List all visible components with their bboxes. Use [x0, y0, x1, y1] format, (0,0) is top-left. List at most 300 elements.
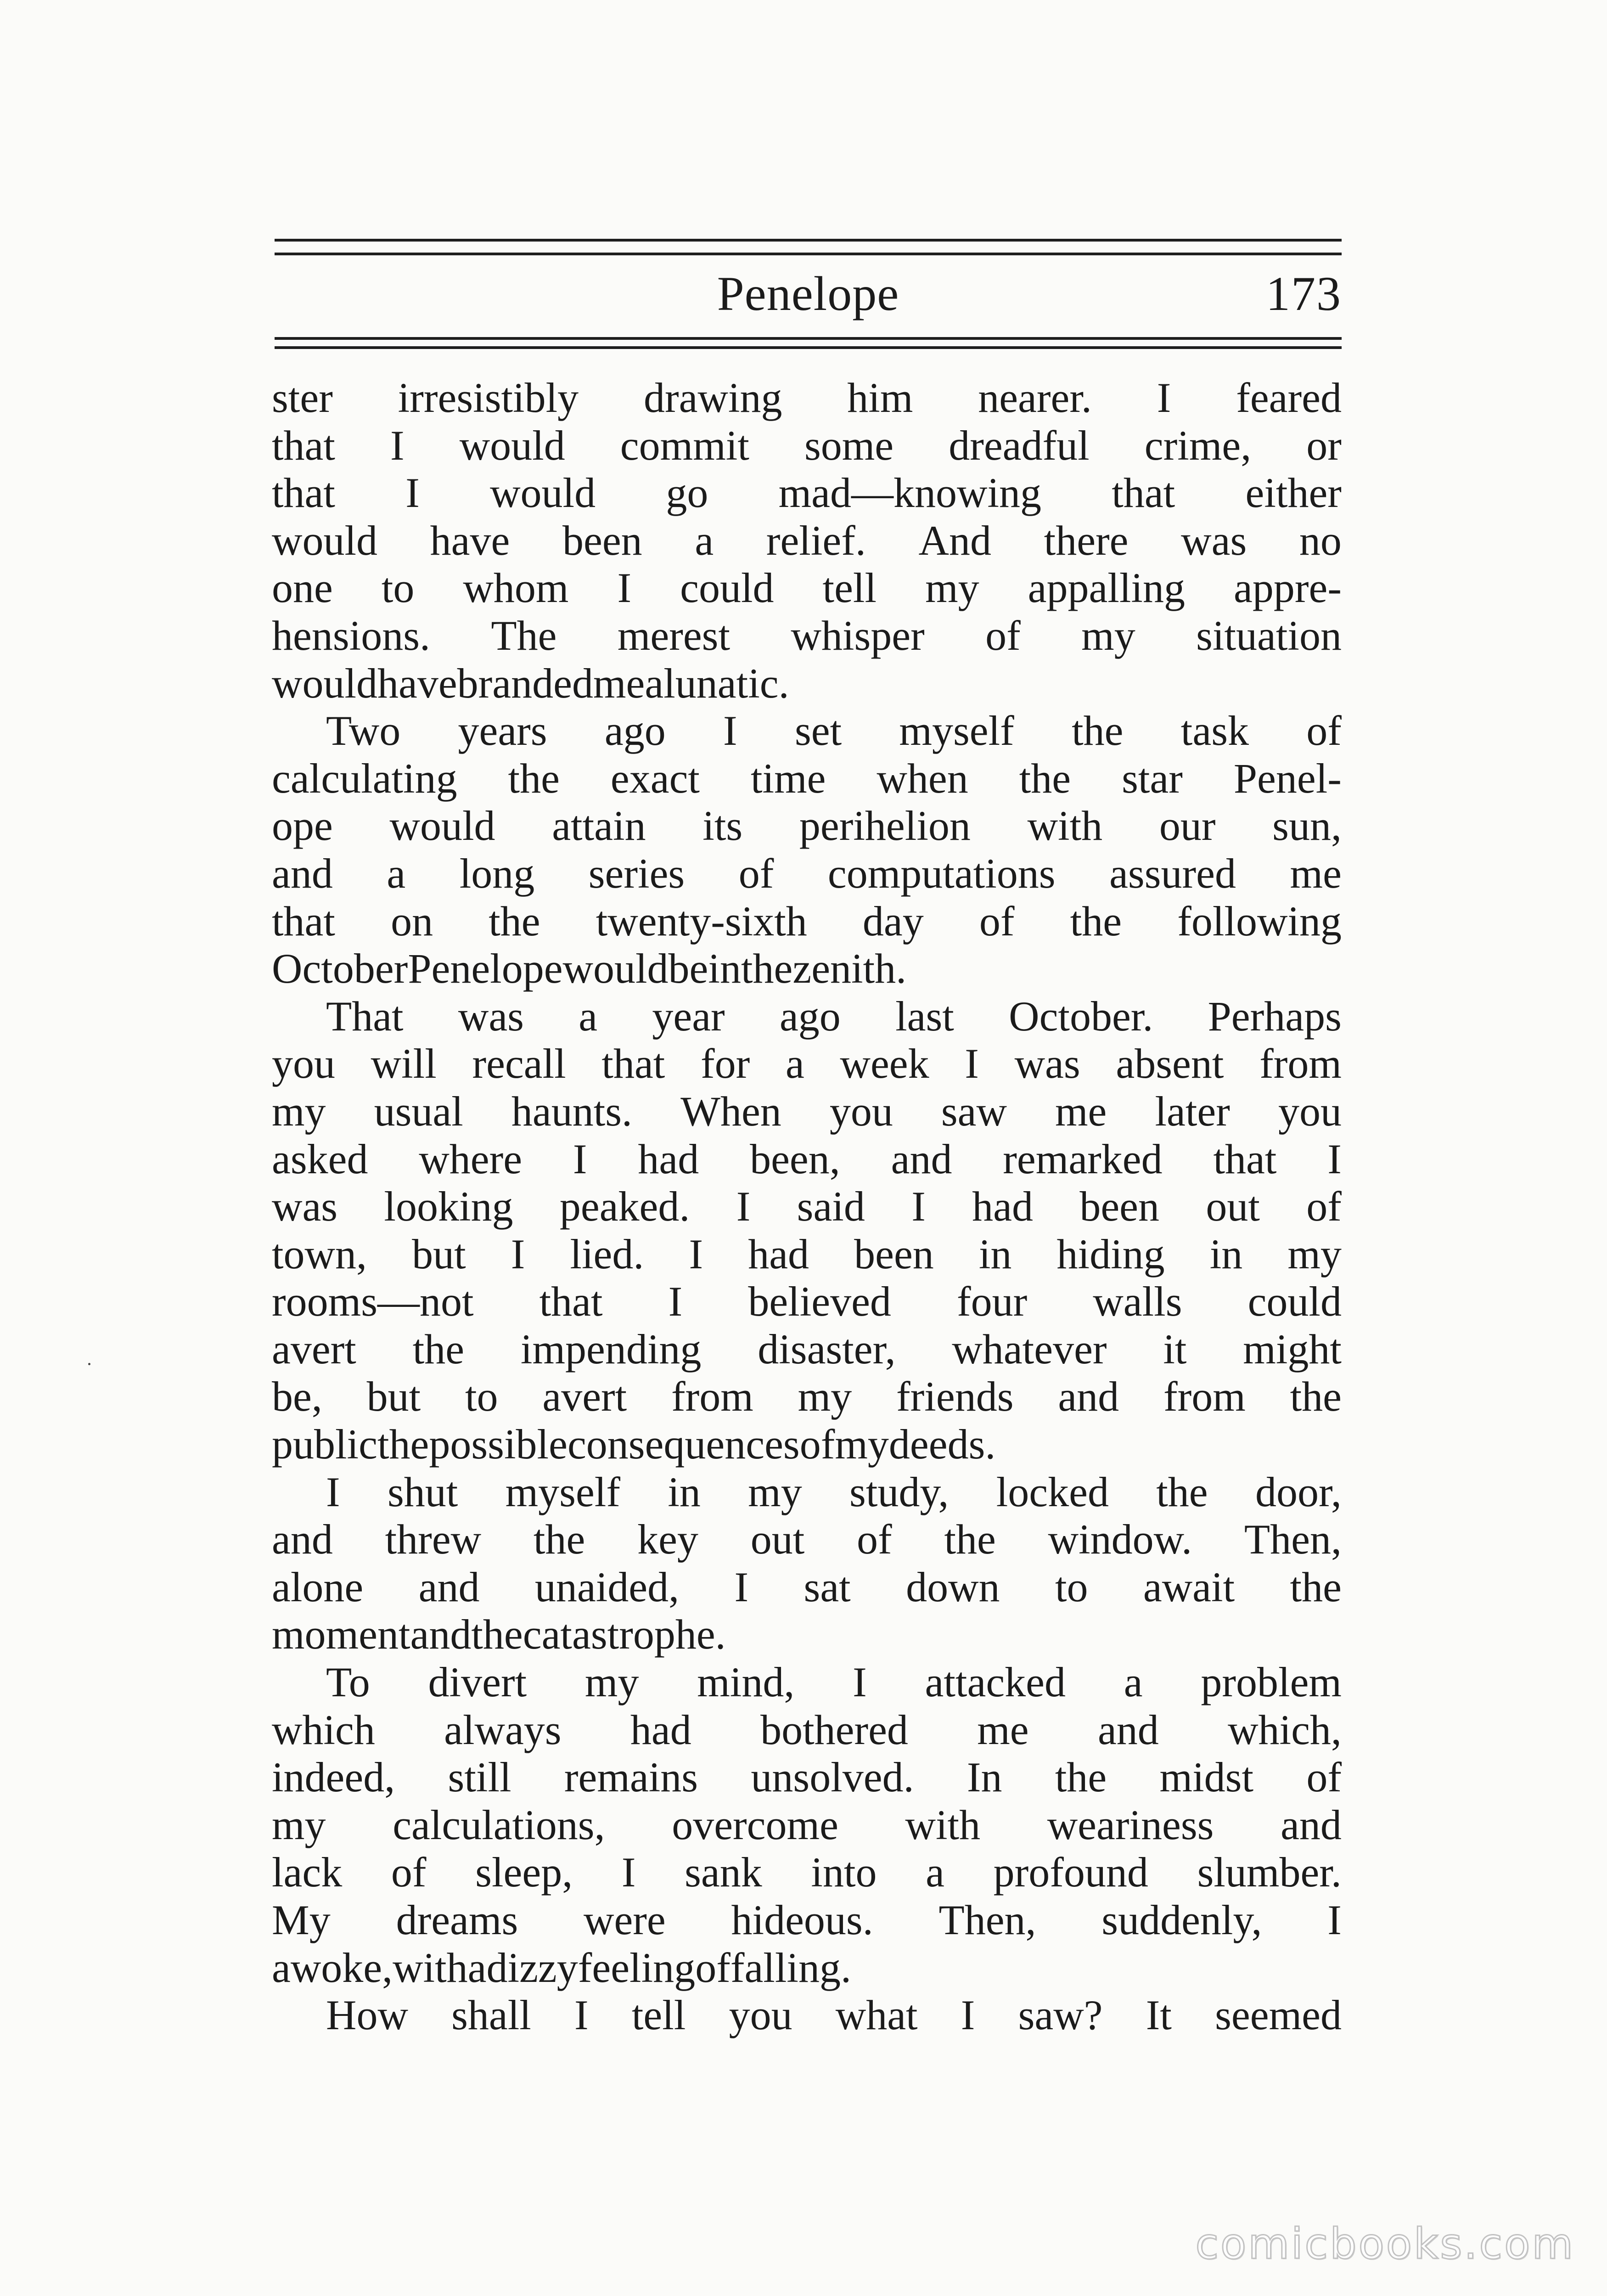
word: four [956, 1278, 1028, 1325]
word: following [1177, 897, 1342, 945]
word: I [911, 1183, 926, 1230]
word: assured [1109, 850, 1236, 897]
word: had [972, 1183, 1034, 1230]
word: some [804, 422, 894, 469]
word: asked [272, 1135, 368, 1182]
word: nearer. [978, 374, 1092, 421]
paragraph [272, 1659, 1342, 1992]
word: I [961, 1992, 975, 2039]
word: I [573, 1135, 587, 1182]
page-number: 173 [1266, 267, 1342, 321]
word: my [798, 1373, 852, 1420]
word: feeling [578, 1944, 696, 1991]
word: I [723, 707, 737, 754]
word: threw [385, 1516, 482, 1563]
word: been [1079, 1183, 1160, 1230]
word: and [418, 1563, 480, 1610]
word: a [467, 1944, 487, 1991]
word: to [1055, 1563, 1088, 1610]
text-line [272, 469, 1342, 517]
text-line [272, 1801, 1342, 1849]
paragraph [272, 707, 1342, 993]
word: in [1209, 1230, 1243, 1277]
word: be, [272, 1373, 322, 1420]
word: been, [750, 1135, 840, 1182]
word: my [584, 1659, 639, 1706]
text-line [272, 612, 1342, 660]
text-line [272, 707, 1342, 755]
word: the [377, 1421, 429, 1468]
word: you [829, 1087, 893, 1135]
word: time [750, 754, 826, 802]
word: And [918, 517, 991, 564]
word: day [862, 897, 924, 945]
word: bothered [760, 1706, 908, 1753]
word: my [748, 1468, 802, 1515]
word: last [895, 992, 954, 1040]
text-line [272, 1611, 1342, 1659]
word: of [695, 1944, 730, 1991]
word: had [638, 1135, 699, 1182]
word: lack [272, 1849, 343, 1896]
word: go [666, 469, 708, 517]
word: I [574, 1992, 589, 2039]
word: calculations, [393, 1801, 605, 1848]
text-line [272, 1373, 1342, 1421]
word: that [1112, 469, 1175, 517]
word: long [459, 850, 535, 897]
word: computations [827, 850, 1056, 897]
word: the [489, 897, 540, 945]
word: have [430, 517, 510, 564]
word: could [680, 564, 774, 612]
word: I [689, 1230, 703, 1277]
word: ago [604, 707, 666, 754]
word: and [891, 1135, 952, 1182]
word: its [702, 802, 743, 850]
text-line [272, 1849, 1342, 1896]
word: you [729, 1992, 792, 2039]
word: I [1327, 1135, 1342, 1182]
word: the [944, 1516, 996, 1563]
word: dizzy [486, 1944, 578, 1991]
word: my [1287, 1230, 1342, 1277]
word: dreadful [949, 422, 1090, 469]
word: branded [457, 659, 593, 707]
word: falling. [730, 1944, 851, 1991]
word: avert [272, 1325, 356, 1373]
word: window. [1048, 1516, 1192, 1563]
text-line [272, 945, 1342, 993]
word: walls [1093, 1278, 1182, 1325]
word: door, [1255, 1468, 1342, 1515]
word: locked [996, 1468, 1109, 1515]
word: myself [899, 707, 1014, 754]
word: I [1327, 1896, 1342, 1943]
word: in [978, 1230, 1012, 1277]
word: of [985, 612, 1021, 659]
text-line [272, 1992, 1342, 2039]
word: twenty-sixth [596, 897, 807, 945]
word: That [326, 992, 404, 1040]
word: October. [1009, 992, 1153, 1040]
word: of [1306, 1754, 1342, 1801]
word: appalling [1028, 564, 1185, 612]
word: the [1290, 1373, 1342, 1420]
word: suddenly, [1101, 1896, 1262, 1943]
word: I [853, 1659, 867, 1706]
word: with [905, 1801, 981, 1848]
word: you [1278, 1087, 1342, 1135]
word: town, [272, 1230, 367, 1277]
word: me [1055, 1087, 1107, 1135]
word: saw? [1018, 1992, 1103, 2039]
text-line [272, 898, 1342, 945]
body-text [272, 374, 1342, 2039]
word: down [906, 1563, 1000, 1610]
word: no [1299, 517, 1342, 564]
word: sun, [1272, 802, 1342, 850]
paper-speck [88, 1363, 90, 1365]
text-line [272, 564, 1342, 612]
word: of [1306, 707, 1342, 754]
running-head [275, 262, 1342, 326]
word: Penelope [408, 945, 563, 992]
word: the [1055, 1754, 1107, 1801]
word: I [617, 564, 632, 612]
word: mad—knowing [778, 469, 1042, 517]
paragraph [272, 1992, 1342, 2039]
word: my [272, 1087, 326, 1135]
word: calculating [272, 754, 457, 802]
word: one [272, 564, 333, 612]
word: absent [1116, 1040, 1224, 1087]
word: shall [451, 1992, 531, 2039]
word: drawing [643, 374, 782, 421]
word: hideous. [731, 1896, 873, 1943]
word: of [391, 1849, 427, 1896]
word: the [1290, 1563, 1342, 1610]
word: The [491, 612, 557, 659]
word: peaked. [559, 1183, 690, 1230]
word: situation [1196, 612, 1342, 659]
word: feared [1236, 374, 1342, 421]
word: profound [993, 1849, 1148, 1896]
word: I [1157, 374, 1171, 421]
word: will [371, 1040, 437, 1087]
word: tell [631, 1992, 686, 2039]
paragraph [272, 993, 1342, 1469]
word: ster [272, 374, 333, 421]
word: and [272, 1516, 333, 1563]
word: dreams [396, 1896, 518, 1943]
word: Perhaps [1208, 992, 1342, 1040]
word: a [926, 1849, 944, 1896]
word: I [511, 1230, 525, 1277]
word: avert [542, 1373, 627, 1420]
word: it [1163, 1325, 1187, 1373]
word: I [405, 469, 420, 517]
word: series [588, 850, 685, 897]
word: attain [552, 802, 646, 850]
word: the [508, 754, 560, 802]
word: to [381, 564, 415, 612]
text-line [272, 422, 1342, 470]
word: looking [384, 1183, 513, 1230]
word: and [1281, 1801, 1342, 1848]
word: that [272, 897, 335, 945]
word: midst [1159, 1754, 1254, 1801]
word: task [1180, 707, 1249, 754]
word: or [1306, 422, 1342, 469]
word: always [444, 1706, 562, 1753]
text-line [272, 1896, 1342, 1944]
word: with [393, 1944, 468, 1991]
word: sank [685, 1849, 762, 1896]
word: It [1146, 1992, 1172, 2039]
text-line [272, 1040, 1342, 1088]
rule-line [275, 337, 1342, 340]
word: with [1027, 802, 1103, 850]
word: was [458, 992, 524, 1040]
text-line [272, 517, 1342, 565]
word: have [377, 659, 457, 707]
word: but [366, 1373, 421, 1420]
text-line [272, 993, 1342, 1041]
word: year [652, 992, 725, 1040]
text-line [272, 1278, 1342, 1326]
word: crime, [1144, 422, 1252, 469]
word: on [391, 897, 433, 945]
text-line [272, 850, 1342, 898]
word: that [272, 422, 335, 469]
word: Two [326, 707, 401, 754]
word: To [326, 1659, 370, 1706]
rule-line [275, 346, 1342, 349]
word: either [1245, 469, 1342, 517]
word: of [1306, 1183, 1342, 1230]
word: myself [505, 1468, 621, 1515]
word: to [465, 1373, 498, 1420]
word: divert [428, 1659, 527, 1706]
word: might [1243, 1325, 1342, 1373]
word: from [1259, 1040, 1342, 1087]
word: key [637, 1516, 698, 1563]
word: would [272, 659, 377, 707]
word: My [272, 1896, 331, 1943]
running-title: Penelope [717, 267, 899, 321]
text-line [272, 374, 1342, 422]
word: When [680, 1087, 781, 1135]
word: commit [620, 422, 749, 469]
paragraph [272, 1469, 1342, 1659]
word: public [272, 1421, 377, 1468]
watermark: comicbooks.com [1195, 2219, 1575, 2268]
word: recall [472, 1040, 566, 1087]
word: alone [272, 1563, 364, 1610]
word: a [387, 850, 406, 897]
word: the [533, 1516, 585, 1563]
word: still [448, 1754, 511, 1801]
paragraph [272, 374, 1342, 707]
word: lied. [570, 1230, 644, 1277]
text-line [272, 1754, 1342, 1801]
word: await [1143, 1563, 1235, 1610]
word: me [593, 659, 645, 707]
text-line [272, 1088, 1342, 1136]
word: problem [1201, 1659, 1342, 1706]
word: Penel- [1233, 754, 1342, 802]
word: slumber. [1197, 1849, 1342, 1896]
word: been [854, 1230, 934, 1277]
word: and [410, 1611, 472, 1658]
word: unaided, [534, 1563, 680, 1610]
text-line [272, 1944, 1342, 1992]
word: relief. [766, 517, 866, 564]
word: exact [610, 754, 700, 802]
rule-line [275, 239, 1342, 242]
text-line [272, 1183, 1342, 1231]
word: hiding [1056, 1230, 1165, 1277]
word: would [389, 802, 495, 850]
text-line [272, 660, 1342, 708]
rule-line [275, 253, 1342, 255]
word: the [1156, 1468, 1208, 1515]
word: would [459, 422, 565, 469]
word: friends [896, 1373, 1014, 1420]
word: was [272, 1183, 338, 1230]
word: and [272, 850, 333, 897]
word: of [799, 1421, 835, 1468]
word: the [1019, 754, 1071, 802]
word: merest [617, 612, 730, 659]
word: him [847, 374, 913, 421]
word: catastrophe. [523, 1611, 726, 1658]
word: could [1247, 1278, 1342, 1325]
word: said [797, 1183, 865, 1230]
word: impending [520, 1325, 702, 1373]
word: consequences [567, 1421, 800, 1468]
word: a [695, 517, 714, 564]
word: October [272, 945, 408, 992]
word: had [630, 1706, 691, 1753]
word: me [1290, 850, 1342, 897]
word: believed [748, 1278, 891, 1325]
word: indeed, [272, 1754, 395, 1801]
word: the [412, 1325, 465, 1373]
word: whom [463, 564, 569, 612]
text-line [272, 1231, 1342, 1278]
word: the [1072, 707, 1124, 754]
word: out [750, 1516, 805, 1563]
word: the [471, 1611, 523, 1658]
word: star [1122, 754, 1183, 802]
word: How [326, 1992, 408, 2039]
text-line [272, 1421, 1342, 1469]
word: usual [374, 1087, 463, 1135]
word: but [412, 1230, 466, 1277]
word: perihelion [799, 802, 971, 850]
word: would [490, 469, 596, 517]
word: my [925, 564, 979, 612]
word: where [419, 1135, 523, 1182]
word: I [965, 1040, 979, 1087]
word: I [326, 1468, 340, 1515]
word: tell [822, 564, 877, 612]
text-line [272, 1326, 1342, 1373]
text-line [272, 1516, 1342, 1564]
word: from [671, 1373, 753, 1420]
word: for [701, 1040, 750, 1087]
word: lunatic. [663, 659, 789, 707]
word: was [1014, 1040, 1080, 1087]
word: whatever [952, 1325, 1107, 1373]
word: sleep, [475, 1849, 573, 1896]
word: ope [272, 802, 333, 850]
word: appre- [1234, 564, 1342, 612]
word: haunts. [511, 1087, 633, 1135]
word: in [708, 945, 741, 992]
word: remains [564, 1754, 698, 1801]
word: a [786, 1040, 804, 1087]
word: disaster, [758, 1325, 896, 1373]
word: shut [387, 1468, 458, 1515]
word: moment [272, 1611, 410, 1658]
word: sat [804, 1563, 851, 1610]
word: I [736, 1183, 751, 1230]
word: hensions. [272, 612, 430, 659]
word: mind, [697, 1659, 795, 1706]
word: awoke, [272, 1944, 393, 1991]
word: my [835, 1421, 889, 1468]
word: In [966, 1754, 1002, 1801]
word: there [1044, 517, 1129, 564]
word: in [668, 1468, 701, 1515]
word: set [794, 707, 842, 754]
word: were [584, 1896, 666, 1943]
word: zenith. [792, 945, 907, 992]
word: remarked [1003, 1135, 1163, 1182]
word: the [1070, 897, 1122, 945]
text-line [272, 1659, 1342, 1706]
word: years [458, 707, 547, 754]
word: saw [941, 1087, 1007, 1135]
word: Then, [1244, 1516, 1342, 1563]
word: which [272, 1706, 375, 1753]
text-line [272, 1706, 1342, 1754]
word: of [738, 850, 774, 897]
text-line [272, 1469, 1342, 1516]
word: ago [779, 992, 841, 1040]
word: study, [849, 1468, 949, 1515]
word: week [840, 1040, 929, 1087]
text-line [272, 802, 1342, 850]
word: Then, [938, 1896, 1036, 1943]
word: into [811, 1849, 877, 1896]
word: weariness [1047, 1801, 1214, 1848]
word: whisper [791, 612, 925, 659]
word: I [734, 1563, 749, 1610]
word: I [668, 1278, 683, 1325]
word: that [272, 469, 335, 517]
word: would [272, 517, 377, 564]
word: a [579, 992, 598, 1040]
word: that [1213, 1135, 1277, 1182]
word: from [1163, 1373, 1246, 1420]
word: and [1058, 1373, 1119, 1420]
word: out [1206, 1183, 1260, 1230]
word: and [1097, 1706, 1159, 1753]
